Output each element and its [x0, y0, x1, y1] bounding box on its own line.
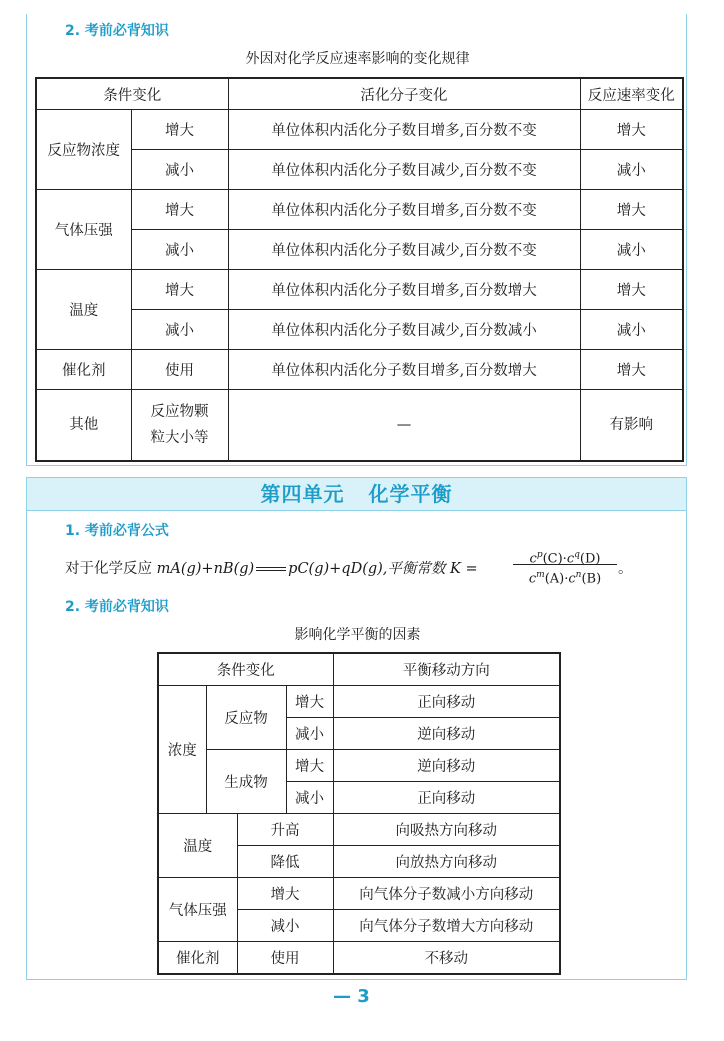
table-row [158, 942, 560, 975]
direction-cell: 逆向移动 [333, 718, 560, 750]
table-row [36, 390, 683, 462]
rate-cell: 增大 [580, 350, 683, 390]
change-cell: 单位体积内活化分子数目减少,百分数减小 [228, 310, 580, 350]
catalyst-cell: 催化剂 [158, 942, 237, 975]
page-number: — 3 [333, 986, 370, 1004]
table-row [36, 270, 683, 310]
header-condition: 条件变化 [158, 653, 333, 686]
table-row [158, 814, 560, 846]
change-cell: 单位体积内活化分子数目减少,百分数不变 [228, 150, 580, 190]
fraction-numerator: $c^p(C)\cdot c^q(D)$ [513, 546, 617, 565]
change-cell: 单位体积内活化分子数目增多,百分数不变 [228, 110, 580, 150]
table-caption: 影响化学平衡的因素 [294, 627, 421, 643]
sub-condition-line: 粒大小等 [150, 430, 209, 446]
knowledge-panel-equilibrium [26, 477, 687, 980]
use-cell: 使用 [237, 942, 333, 975]
pressure-cell: 气体压强 [158, 878, 237, 942]
section-heading: 1. 考前必背公式 [65, 523, 169, 539]
knowledge-panel-rate [26, 14, 687, 466]
section-heading: 2. 考前必背知识 [65, 599, 169, 615]
rate-cell: 减小 [580, 310, 683, 350]
header-rate-change: 反应速率变化 [580, 78, 683, 110]
sub-condition-cell: 减小 [131, 230, 228, 270]
table-row [36, 150, 683, 190]
change-cell: 单位体积内活化分子数目增多,百分数不变 [228, 190, 580, 230]
sub-condition-cell: 增大 [131, 270, 228, 310]
reaction-reactants: mA(g)+nB(g) [156, 561, 255, 577]
rate-cell: 减小 [580, 150, 683, 190]
sub-condition-cell: 增大 [131, 110, 228, 150]
sub-condition-cell [131, 390, 228, 462]
fall-cell: 降低 [237, 846, 333, 878]
direction-cell: 不移动 [333, 942, 560, 975]
temperature-cell: 温度 [158, 814, 237, 878]
direction-cell: 向吸热方向移动 [333, 814, 560, 846]
change-cell: 单位体积内活化分子数目增多,百分数增大 [228, 270, 580, 310]
table-row [36, 310, 683, 350]
direction-cell: 向放热方向移动 [333, 846, 560, 878]
sub-condition-cell: 增大 [131, 190, 228, 230]
header-shift-direction: 平衡移动方向 [333, 653, 560, 686]
formula-intro: 对于化学反应 [65, 561, 152, 577]
unit-header [27, 478, 686, 511]
increase-cell: 增大 [286, 750, 333, 782]
table-header-row [36, 78, 683, 110]
decrease-cell: 减小 [286, 718, 333, 750]
table-row [36, 230, 683, 270]
reaction-products: pC(g)+qD(g),平衡常数 [288, 561, 446, 577]
sub-condition-cell: 使用 [131, 350, 228, 390]
increase-cell: 增大 [286, 686, 333, 718]
rise-cell: 升高 [237, 814, 333, 846]
condition-cell: 反应物浓度 [36, 110, 131, 190]
direction-cell: 向气体分子数减小方向移动 [333, 878, 560, 910]
table-row [36, 190, 683, 230]
sub-condition-line: 反应物颗 [150, 404, 209, 420]
equilibrium-factors-table [157, 652, 561, 975]
direction-cell: 向气体分子数增大方向移动 [333, 910, 560, 942]
table-header-row [158, 653, 560, 686]
fraction [513, 546, 617, 587]
change-cell: — [228, 390, 580, 462]
formula-end: 。 [618, 561, 633, 577]
table-row [158, 750, 560, 782]
direction-cell: 正向移动 [333, 686, 560, 718]
table-row [158, 686, 560, 718]
equilibrium-constant-formula [65, 546, 665, 586]
table-row [36, 110, 683, 150]
sub-condition-cell: 减小 [131, 150, 228, 190]
change-cell: 单位体积内活化分子数目增多,百分数增大 [228, 350, 580, 390]
table-row [158, 878, 560, 910]
decrease-cell: 减小 [237, 910, 333, 942]
table-row [36, 350, 683, 390]
section-heading: 2. 考前必背知识 [65, 23, 169, 39]
unit-title: 化学平衡 [368, 482, 453, 506]
rate-cell: 增大 [580, 110, 683, 150]
rate-cell: 减小 [580, 230, 683, 270]
fraction-denominator: $c^m(A)\cdot c^n(B)$ [528, 570, 602, 587]
equilibrium-arrow-icon [256, 565, 286, 573]
direction-cell: 逆向移动 [333, 750, 560, 782]
header-condition: 条件变化 [36, 78, 228, 110]
reactant-cell: 反应物 [206, 686, 286, 750]
direction-cell: 正向移动 [333, 782, 560, 814]
decrease-cell: 减小 [286, 782, 333, 814]
constant-symbol: K = [450, 561, 478, 577]
rate-cell: 有影响 [580, 390, 683, 462]
rate-factors-table [35, 77, 684, 462]
concentration-cell: 浓度 [158, 686, 206, 814]
change-cell: 单位体积内活化分子数目减少,百分数不变 [228, 230, 580, 270]
condition-cell: 催化剂 [36, 350, 131, 390]
rate-cell: 增大 [580, 270, 683, 310]
condition-cell: 气体压强 [36, 190, 131, 270]
condition-cell: 其他 [36, 390, 131, 462]
rate-cell: 增大 [580, 190, 683, 230]
increase-cell: 增大 [237, 878, 333, 910]
header-activated-molecules: 活化分子变化 [228, 78, 580, 110]
condition-cell: 温度 [36, 270, 131, 350]
product-cell: 生成物 [206, 750, 286, 814]
table-caption: 外因对化学反应速率影响的变化规律 [245, 51, 470, 67]
sub-condition-cell: 减小 [131, 310, 228, 350]
unit-label: 第四单元 [260, 482, 345, 506]
